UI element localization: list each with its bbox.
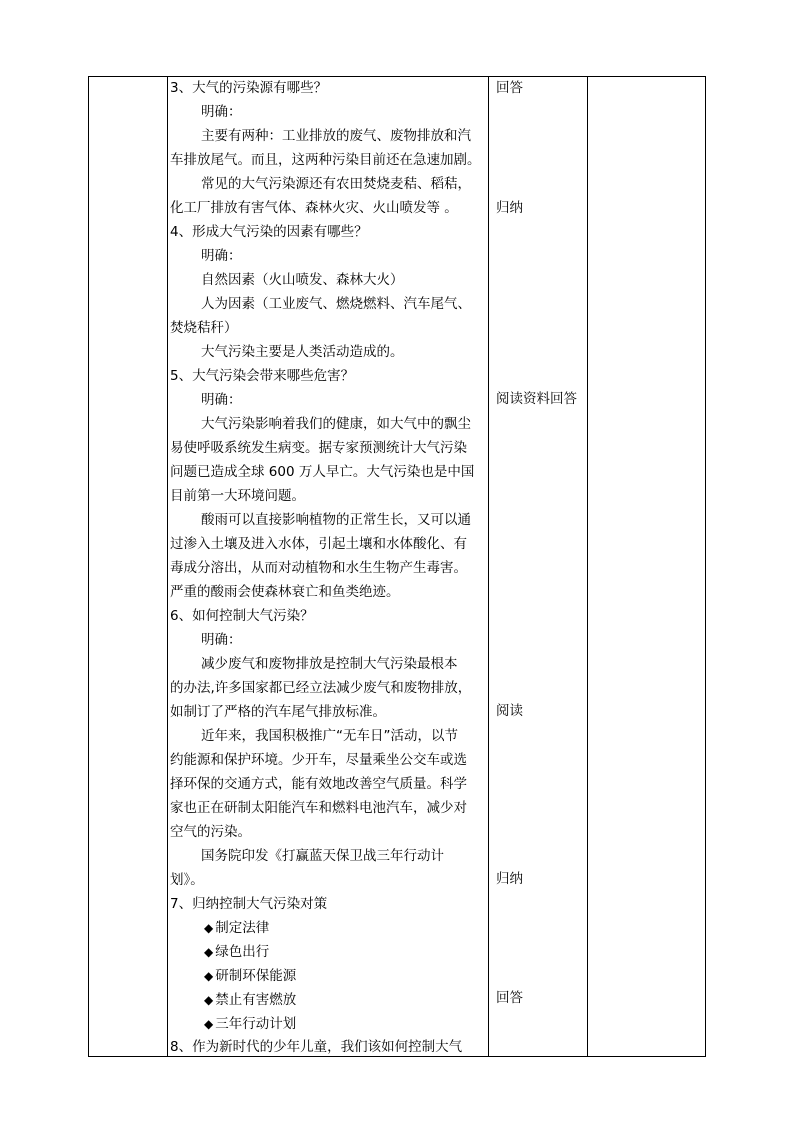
list-item-label: 三年行动计划 — [215, 1016, 297, 1032]
paragraph-line: 空气的污染。 — [170, 824, 251, 840]
column-divider — [488, 77, 489, 1056]
answer-label: 明确： — [201, 248, 242, 264]
question-heading: 3、大气的污染源有哪些？ — [170, 80, 328, 96]
answer-label: 明确： — [201, 392, 242, 408]
paragraph-line: 人为因素（工业废气、燃烧燃料、汽车尾气、 — [201, 296, 471, 312]
paragraph-line: 划》。 — [170, 872, 204, 888]
answer-label: 明确： — [201, 632, 242, 648]
paragraph-line: 减少废气和废物排放是控制大气污染最根本 — [201, 656, 458, 672]
diamond-bullet-icon: ◆ — [204, 969, 214, 983]
paragraph-line: 目前第一大环境问题。 — [170, 488, 305, 504]
list-item-label: 绿色出行 — [215, 944, 270, 960]
paragraph-line: 焚烧秸秆） — [170, 320, 238, 336]
paragraph-line: 车排放尾气。而且，这两种污染目前还在急速加剧。 — [170, 152, 481, 168]
paragraph-line: 主要有两种：工业排放的废气、废物排放和汽 — [201, 128, 471, 144]
side-note: 归纳 — [496, 200, 523, 216]
answer-label: 明确： — [201, 104, 242, 120]
list-item — [170, 967, 296, 985]
question-heading: 8、作为新时代的少年儿童，我们该如何控制大气 — [170, 1039, 463, 1055]
paragraph-line: 常见的大气污染源还有农田焚烧麦秸、稻秸， — [201, 176, 471, 192]
side-note: 阅读 — [496, 703, 523, 719]
column-divider — [587, 77, 588, 1056]
paragraph-line: 过渗入土壤及进入水体，引起土壤和水体酸化、有 — [170, 536, 467, 552]
paragraph-line: 易使呼吸系统发生病变。据专家预测统计大气污染 — [170, 440, 467, 456]
diamond-bullet-icon: ◆ — [204, 993, 214, 1007]
side-note: 归纳 — [496, 871, 523, 887]
diamond-bullet-icon: ◆ — [204, 1017, 214, 1031]
paragraph-line: 严重的酸雨会使森林衰亡和鱼类绝迹。 — [170, 584, 400, 600]
paragraph-line: 大气污染主要是人类活动造成的。 — [201, 344, 404, 360]
paragraph-line: 近年来，我国积极推广“无车日”活动，以节 — [201, 728, 458, 744]
question-heading: 5、大气污染会带来哪些危害？ — [170, 368, 355, 384]
paragraph-line: 酸雨可以直接影响植物的正常生长，又可以通 — [201, 512, 471, 528]
list-item — [170, 1015, 296, 1033]
paragraph-line: 自然因素（火山喷发、森林大火） — [201, 272, 404, 288]
paragraph-line: 择环保的交通方式，能有效地改善空气质量。科学 — [170, 776, 467, 792]
side-note: 回答 — [496, 990, 523, 1006]
paragraph-line: 问题已造成全球 600 万人早亡。大气污染也是中国 — [170, 464, 475, 480]
side-note: 阅读资料回答 — [496, 391, 577, 407]
diamond-bullet-icon: ◆ — [204, 921, 214, 935]
list-item-label: 制定法律 — [215, 920, 270, 936]
side-note: 回答 — [496, 80, 523, 96]
paragraph-line: 化工厂排放有害气体、森林火灾、火山喷发等 。 — [170, 200, 458, 216]
column-divider — [167, 77, 168, 1056]
diamond-bullet-icon: ◆ — [204, 945, 214, 959]
paragraph-line: 如制订了严格的汽车尾气排放标准。 — [170, 704, 386, 720]
list-item — [170, 943, 269, 961]
list-item-label: 禁止有害燃放 — [215, 992, 297, 1008]
paragraph-line: 毒成分溶出，从而对动植物和水生生物产生毒害。 — [170, 560, 467, 576]
question-heading: 7、归纳控制大气污染对策 — [170, 896, 328, 912]
list-item — [170, 919, 269, 937]
paragraph-line: 约能源和保护环境。少开车，尽量乘坐公交车或选 — [170, 752, 467, 768]
paragraph-line: 大气污染影响着我们的健康，如大气中的飘尘 — [201, 416, 471, 432]
list-item — [170, 991, 296, 1009]
list-item-label: 研制环保能源 — [215, 968, 297, 984]
question-heading: 4、形成大气污染的因素有哪些？ — [170, 224, 368, 240]
question-heading: 6、如何控制大气污染？ — [170, 608, 314, 624]
paragraph-line: 国务院印发《打赢蓝天保卫战三年行动计 — [201, 848, 444, 864]
paragraph-line: 的办法,许多国家都已经立法减少废气和废物排放， — [170, 680, 472, 696]
paragraph-line: 家也正在研制太阳能汽车和燃料电池汽车，减少对 — [170, 800, 467, 816]
